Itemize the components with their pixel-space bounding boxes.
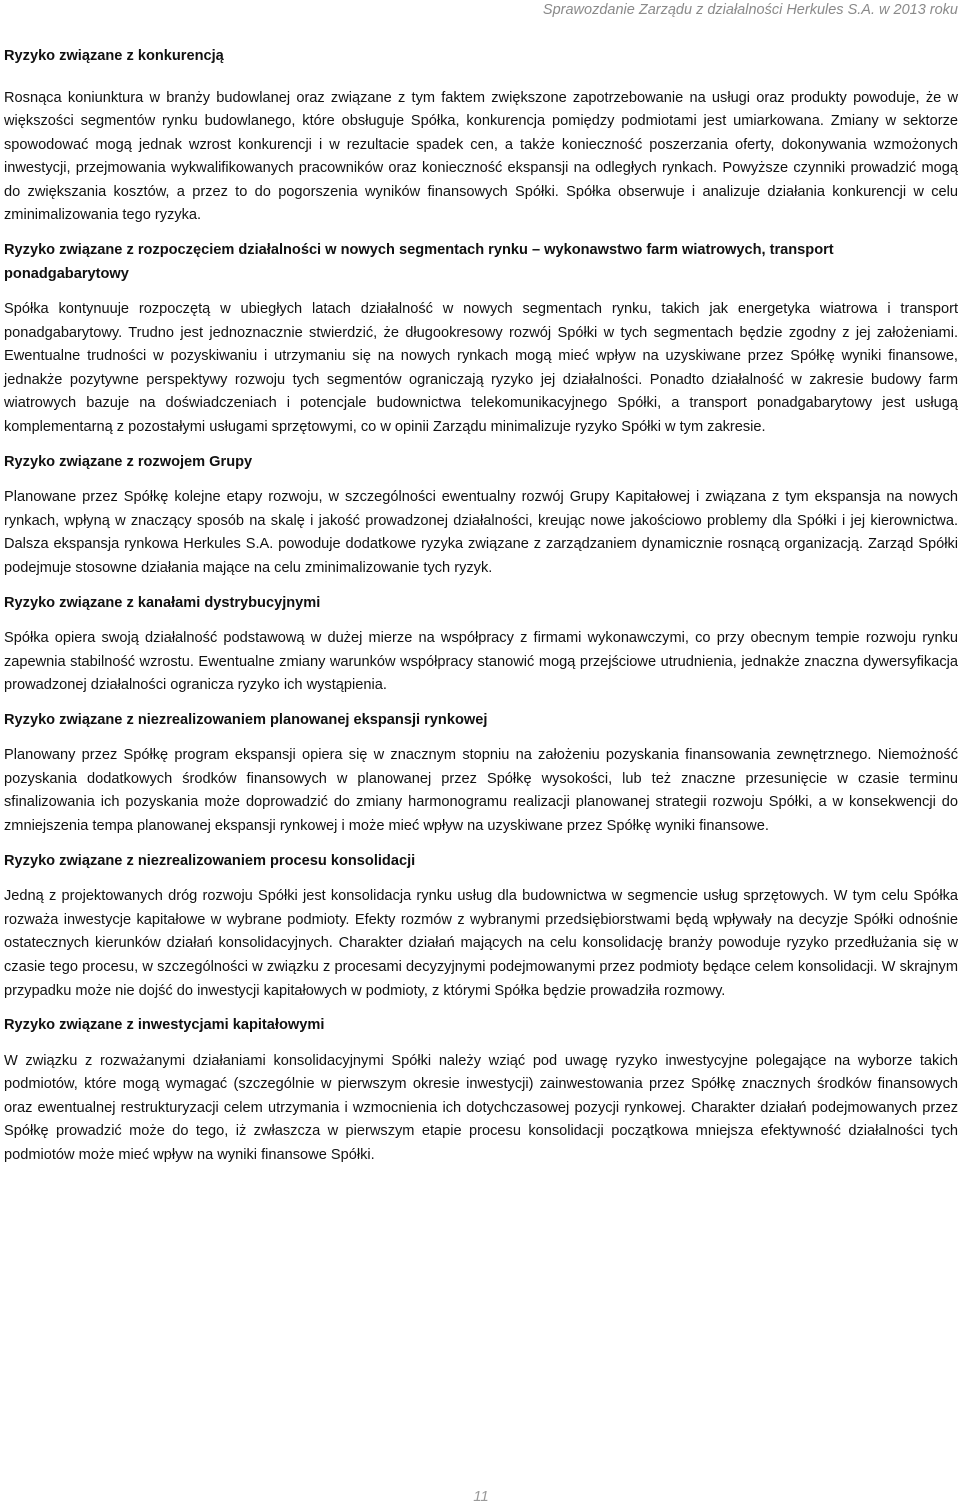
- section-heading: Ryzyko związane z niezrealizowaniem planowanej ekspansji rynkowej: [4, 711, 488, 728]
- section-paragraph: Planowany przez Spółkę program ekspansji opiera się w znacznym stopniu na założeniu pozyskania finansowania zewnętrznego. Niemożność pozyskania dodatkowych środków finansowych w planowanej przez Spółkę wysokości, lub też znaczne przesunięcie w czasie terminu sfinalizowania ich pozyskania może doprowadzić do zmiany harmonogramu realizacji planowanej strategii rozwoju Spółki, a w konsekwencji do zmniejszenia tempa planowanej ekspansji rynkowej i może mieć wpływ na uzyskiwane przez Spółkę wyniki finansowe.: [4, 747, 958, 835]
- section-new-segments: [4, 239, 958, 440]
- section-distribution-channels: [4, 592, 958, 698]
- section-heading: Ryzyko związane z rozwojem Grupy: [4, 453, 253, 470]
- section-heading: Ryzyko związane z inwestycjami kapitałowymi: [4, 1017, 325, 1034]
- section-heading: Ryzyko związane z konkurencją: [4, 48, 224, 64]
- section-heading: Ryzyko związane z niezrealizowaniem procesu konsolidacji: [4, 852, 416, 869]
- document-body: [4, 45, 958, 1168]
- page-number: 11: [473, 1488, 489, 1505]
- section-consolidation: [4, 850, 958, 1003]
- section-paragraph: Spółka kontynuuje rozpoczętą w ubiegłych latach działalność w nowych segmentach rynku, takich jak energetyka wiatrowa i transport ponadgabarytowy. Trudno jest jednoznacznie stwierdzić, że długookresowy rozwój Spółki w tych segmentach będzie zgodny z jej założeniami. Ewentualne trudności w pozyskiwaniu i utrzymaniu się na nowych rynkach mogą mieć wpływ na uzyskiwane przez Spółkę wyniki finansowe, jednakże pozytywne perspektywy rozwoju tych segmentów ograniczają ryzyko jej działalności. Ponadto działalność w zakresie budowy farm wiatrowych bazuje na doświadczeniach i potencjale budownictwa telekomunikacyjnego Spółki, a transport ponadgabarytowy jest usługą komplementarną z pozostałymi usługami sprzętowymi, co w opinii Zarządu minimalizuje ryzyko Spółki w tym zakresie.: [4, 301, 958, 436]
- section-competition: [4, 45, 958, 228]
- section-paragraph: Rosnąca koniunktura w branży budowlanej oraz związane z tym faktem zwiększone zapotrzebowanie na usługi oraz produkty powoduje, że w większości segmentów rynku budowlanego, które obsługuje Spółka, konkurencja pomiędzy podmiotami jest umiarkowana. Zmiany w sektorze spowodować mogą jednak wzrost konkurencji i w rezultacie spadek cen, a także konieczność poszerzania oferty, dokonywania wzmożonych inwestycji, przejmowania wykwalifikowanych pracowników oraz konieczność ekspansji na odległych rynkach. Powyższe czynniki prowadzić mogą do zwiększania kosztów, a przez to do pogorszenia wyników finansowych Spółki. Spółka obserwuje i analizuje działania konkurencji w celu zminimalizowania tego ryzyka.: [4, 89, 958, 224]
- section-group-development: [4, 451, 958, 581]
- section-paragraph: W związku z rozważanymi działaniami konsolidacyjnymi Spółki należy wziąć pod uwagę ryzyko inwestycyjne polegające na wyborze takich podmiotów, które mogą wymagać (szczególnie w pierwszym okresie inwestycji) zainwestowania przez Spółkę znacznych środków finansowych oraz ewentualnej restrukturyzacji celem utrzymania i wzmocnienia ich dotychczasowej pozycji rynkowej. Charakter działań podejmowanych przez Spółkę prowadzić może do tego, iż zwłaszcza w pierwszym etapie procesu konsolidacji początkowa mniejsza efektywność działalności tych podmiotów może mieć wpływ na wyniki finansowe Spółki.: [4, 1052, 958, 1163]
- section-capital-investments: [4, 1014, 958, 1167]
- section-market-expansion: [4, 709, 958, 839]
- running-header: Sprawozdanie Zarządu z działalności Herkules S.A. w 2013 roku: [542, 2, 958, 18]
- section-paragraph: Spółka opiera swoją działalność podstawową w dużej mierze na współpracy z firmami wykonawczymi, co przy obecnym tempie rozwoju rynku zapewnia stabilność wzrostu. Ewentualne zmiany warunków współpracy stanowić mogą przejściowe utrudnienia, jednakże znaczna dywersyfikacja prowadzonej działalności ogranicza ryzyko ich wystąpienia.: [4, 630, 958, 694]
- section-heading: Ryzyko związane z rozpoczęciem działalności w nowych segmentach rynku – wykonawstwo farm wiatrowych, transport ponadgabarytowy: [4, 242, 834, 282]
- section-paragraph: Planowane przez Spółkę kolejne etapy rozwoju, w szczególności ewentualny rozwój Grupy Kapitałowej i związana z tym ekspansja na nowych rynkach, wpłyną w znaczący sposób na skalę i jakość prowadzonej działalności, kreując nowe jakościowo problemy dla Spółki i jej kierownictwa. Dalsza ekspansja rynkowa Herkules S.A. powoduje dodatkowe ryzyka związane z zarządzaniem dynamicznie rosnącą organizacją. Zarząd Spółki podejmuje stosowne działania mające na celu zminimalizowanie tych ryzyk.: [4, 489, 958, 576]
- section-heading: Ryzyko związane z kanałami dystrybucyjnymi: [4, 594, 321, 611]
- section-paragraph: Jedną z projektowanych dróg rozwoju Spółki jest konsolidacja rynku usług dla budownictwa w segmencie usług sprzętowych. W tym celu Spółka rozważa inwestycje kapitałowe w wybrane podmioty. Efekty rozmów z wybranymi przedsiębiorstwami będą wpływały na decyzje Spółki odnośnie ostatecznych kierunków działań konsolidacyjnych. Charakter działań mających na celu konsolidację branży powoduje ryzyko przedłużania się w czasie tego procesu, w szczególności w związku z procesami decyzyjnymi podejmowanymi przez podmioty będące celem konsolidacji. W skrajnym przypadku może nie dojść do inwestycji kapitałowych w podmioty, z którymi Spółka będzie prowadziła rozmowy.: [4, 888, 958, 999]
